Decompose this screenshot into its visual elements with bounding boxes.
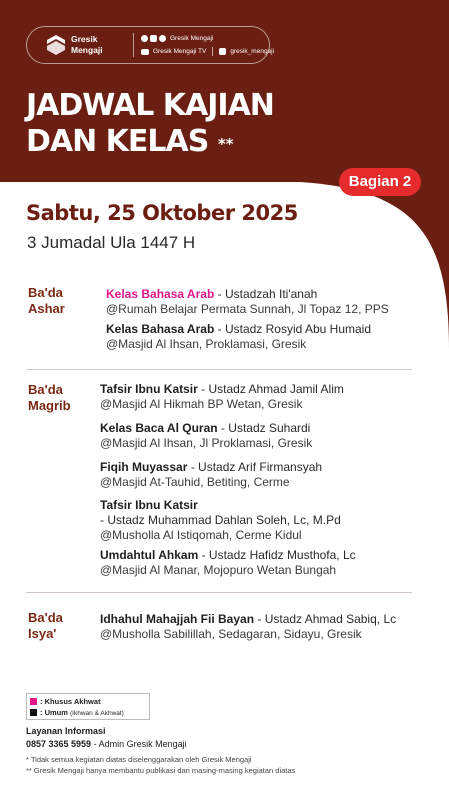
speaker: - Ustadz Ahmad Jamil Alim	[201, 382, 344, 396]
class-title: Tafsir Ibnu Katsir	[100, 498, 198, 512]
schedule-item	[100, 421, 312, 451]
venue: @Masjid Al Manar, Mojopuro Wetan Bungah	[100, 563, 337, 577]
facebook-icon	[141, 35, 148, 42]
legend	[26, 693, 150, 720]
schedule-item	[100, 382, 344, 412]
youtube-icon	[141, 49, 149, 55]
footnote-2: ** Gresik Mengaji hanya membantu publikasi dari masing-masing kegiatan diatas	[26, 766, 296, 775]
social-handle-gresik-mengaji: Gresik Mengaji	[170, 35, 214, 42]
class-title: Fiqih Muyassar	[100, 460, 188, 474]
gresik-mengaji-logo-icon	[47, 35, 65, 55]
title-footnote-mark: **	[217, 135, 234, 153]
part-badge: Bagian 2	[339, 168, 421, 196]
schedule-item	[100, 612, 396, 642]
legend-akhwat	[30, 697, 101, 707]
social-handle-youtube: Gresik Mengaji TV	[153, 48, 207, 55]
section-bada-ashar	[0, 285, 449, 355]
section-label-line2: Magrib	[28, 398, 71, 413]
black-swatch	[30, 709, 37, 716]
section-label-ashar	[28, 285, 88, 317]
venue: @Masjid Al Ihsan, Jl Proklamasi, Gresik	[100, 436, 313, 450]
brand-separator	[133, 33, 134, 57]
page-title-line1: JADWAL KAJIAN	[26, 88, 274, 123]
section-label-line1: Ba'da	[28, 285, 63, 300]
pink-swatch	[30, 698, 37, 705]
speaker: - Ustadz Arif Firmansyah	[190, 460, 323, 474]
schedule-item	[106, 287, 389, 317]
legend-akhwat-label: : Khusus Akhwat	[40, 697, 101, 706]
venue: @Musholla Al Istiqomah, Cerme Kidul	[100, 528, 302, 542]
brand-bar	[26, 26, 275, 64]
schedule-item	[100, 548, 356, 578]
venue: @Masjid At-Tauhid, Betiting, Cerme	[100, 475, 290, 489]
instagram-icon	[150, 35, 157, 42]
legend-umum	[30, 708, 124, 719]
contact-title: Layanan Informasi	[26, 726, 106, 736]
venue: @Musholla Sabilillah, Sedagaran, Sidayu, Gresik	[100, 627, 362, 641]
class-title: Idhahul Mahajjah Fii Bayan	[100, 612, 255, 626]
legend-umum-note: (Ikhwan & Akhwat)	[70, 710, 124, 717]
section-label-line2: Isya'	[28, 626, 57, 641]
venue: @Masjid Al Ihsan, Proklamasi, Gresik	[106, 337, 307, 351]
class-title: Kelas Bahasa Arab	[106, 322, 215, 336]
page-title-line2: DAN KELAS	[26, 124, 209, 159]
brand-name-line2: Mengaji	[71, 45, 103, 55]
contact-admin: - Admin Gresik Mengaji	[91, 739, 187, 749]
schedule-item	[100, 498, 341, 543]
event-date: Sabtu, 25 Oktober 2025	[26, 201, 298, 225]
section-divider	[26, 592, 412, 593]
section-label-line1: Ba'da	[28, 610, 63, 625]
section-label-line1: Ba'da	[28, 382, 63, 397]
section-label-magrib	[28, 382, 88, 414]
speaker: - Ustadz Muhammad Dahlan Soleh, Lc, M.Pd	[100, 513, 341, 527]
schedule-item	[100, 460, 322, 490]
class-title: Umdahtul Ahkam	[100, 548, 199, 562]
venue: @Rumah Belajar Permata Sunnah, Jl Topaz 12, PPS	[106, 302, 389, 316]
class-title: Kelas Baca Al Quran	[100, 421, 218, 435]
section-divider	[26, 369, 412, 370]
legend-umum-label: : Umum	[40, 708, 68, 717]
hijri-date: 3 Jumadal Ula 1447 H	[27, 233, 196, 252]
class-title: Tafsir Ibnu Katsir	[100, 382, 198, 396]
social-separator	[212, 47, 213, 56]
schedule-item	[106, 322, 371, 352]
brand-name-line1: Gresik	[71, 34, 98, 44]
section-bada-isya	[0, 610, 449, 650]
class-title: Kelas Bahasa Arab	[106, 287, 215, 301]
speaker: - Ustadz Rosyid Abu Humaid	[217, 322, 372, 336]
footnote-1: * Tidak semua kegiatan diatas diselenggarakan oleh Gresik Mengaji	[26, 755, 252, 764]
contact-phone[interactable]: 0857 3365 5959	[26, 739, 92, 749]
section-label-line2: Ashar	[28, 301, 65, 316]
contact-line	[26, 738, 187, 750]
page-title	[26, 88, 406, 160]
social-facebook-instagram[interactable]	[141, 34, 213, 43]
brand-name	[71, 34, 123, 56]
section-label-isya	[28, 610, 88, 642]
speaker: - Ustadz Suhardi	[220, 421, 311, 435]
social-handle-instagram: gresik_mengaji	[230, 48, 275, 55]
speaker: - Ustadzah Iti'anah	[217, 287, 318, 301]
speaker: - Ustadz Ahmad Sabiq, Lc	[257, 612, 397, 626]
whatsapp-icon	[159, 35, 166, 42]
venue: @Masjid Al Hikmah BP Wetan, Gresik	[100, 397, 303, 411]
instagram-icon	[219, 48, 226, 55]
section-bada-magrib	[0, 382, 449, 582]
social-youtube-instagram[interactable]	[141, 47, 274, 56]
speaker: - Ustadz Hafidz Musthofa, Lc	[201, 548, 356, 562]
